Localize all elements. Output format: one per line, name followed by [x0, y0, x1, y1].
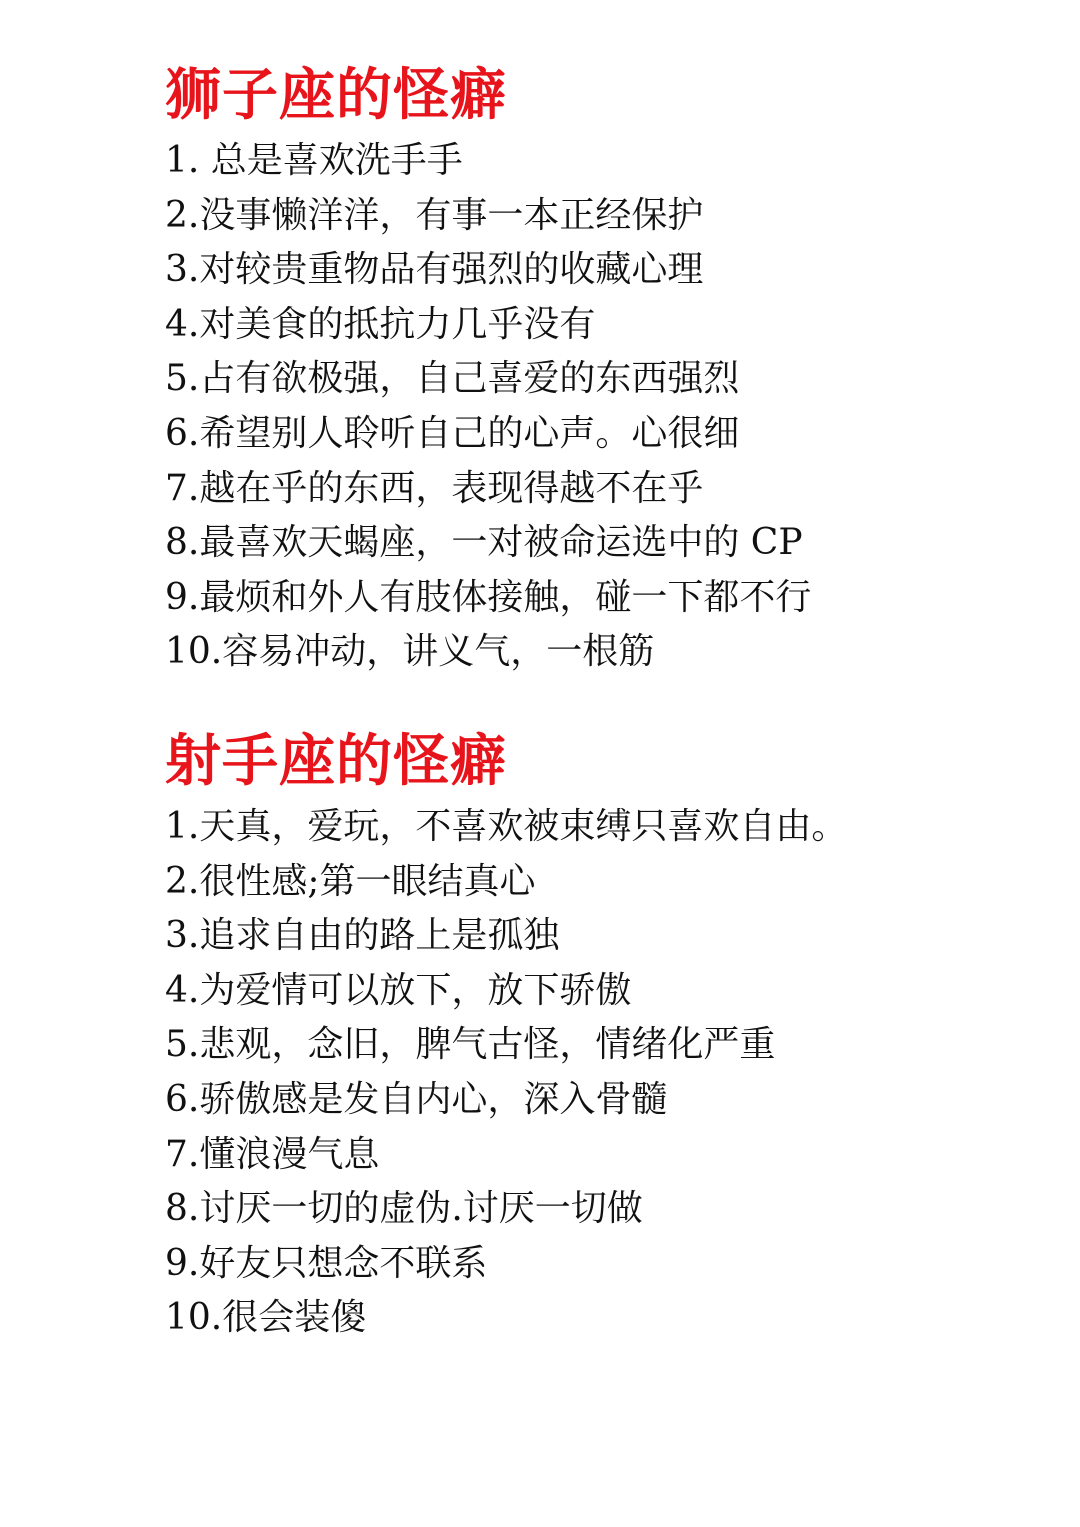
- sagittarius-section-title: 射手座的怪癖: [165, 729, 507, 794]
- leo-quirks-section: [165, 58, 1045, 680]
- list-item: 3.对较贵重物品有强烈的收藏心理: [165, 249, 704, 291]
- sagittarius-quirks-section: [165, 724, 1045, 1346]
- leo-quirks-list: [165, 134, 1045, 680]
- list-item: 7.越在乎的东西，表现得越不在乎: [165, 467, 704, 509]
- list-item: 2.很性感;第一眼结真心: [165, 860, 536, 902]
- list-item: 9.好友只想念不联系: [165, 1242, 488, 1284]
- list-item: 7.懂浪漫气息: [165, 1133, 380, 1175]
- list-item: 10.很会装傻: [165, 1297, 367, 1339]
- list-item: 4.为爱情可以放下，放下骄傲: [165, 969, 632, 1011]
- list-item: 4.对美食的抵抗力几乎没有: [165, 303, 596, 345]
- list-item: 2.没事懒洋洋，有事一本正经保护: [165, 194, 704, 236]
- list-item: 10.容易冲动，讲义气，一根筋: [165, 631, 655, 673]
- list-item: 8.最喜欢天蝎座，一对被命运选中的 CP: [165, 522, 803, 564]
- list-item: 5.占有欲极强，自己喜爱的东西强烈: [165, 358, 740, 400]
- list-item: 5.悲观，念旧，脾气古怪，情绪化严重: [165, 1024, 776, 1066]
- leo-section-title: 狮子座的怪癖: [165, 63, 507, 128]
- list-item: 6.骄傲感是发自内心，深入骨髓: [165, 1078, 668, 1120]
- list-item: 8.讨厌一切的虚伪.讨厌一切做: [165, 1188, 643, 1230]
- list-item: 3.追求自由的路上是孤独: [165, 915, 560, 957]
- sagittarius-quirks-list: [165, 800, 1045, 1346]
- list-item: 6.希望别人聆听自己的心声。心很细: [165, 412, 740, 454]
- list-item: 9.最烦和外人有肢体接触，碰一下都不行: [165, 576, 812, 618]
- list-item: 1. 总是喜欢洗手手: [165, 140, 463, 181]
- list-item: 1.天真，爱玩，不喜欢被束缚只喜欢自由。: [165, 806, 848, 847]
